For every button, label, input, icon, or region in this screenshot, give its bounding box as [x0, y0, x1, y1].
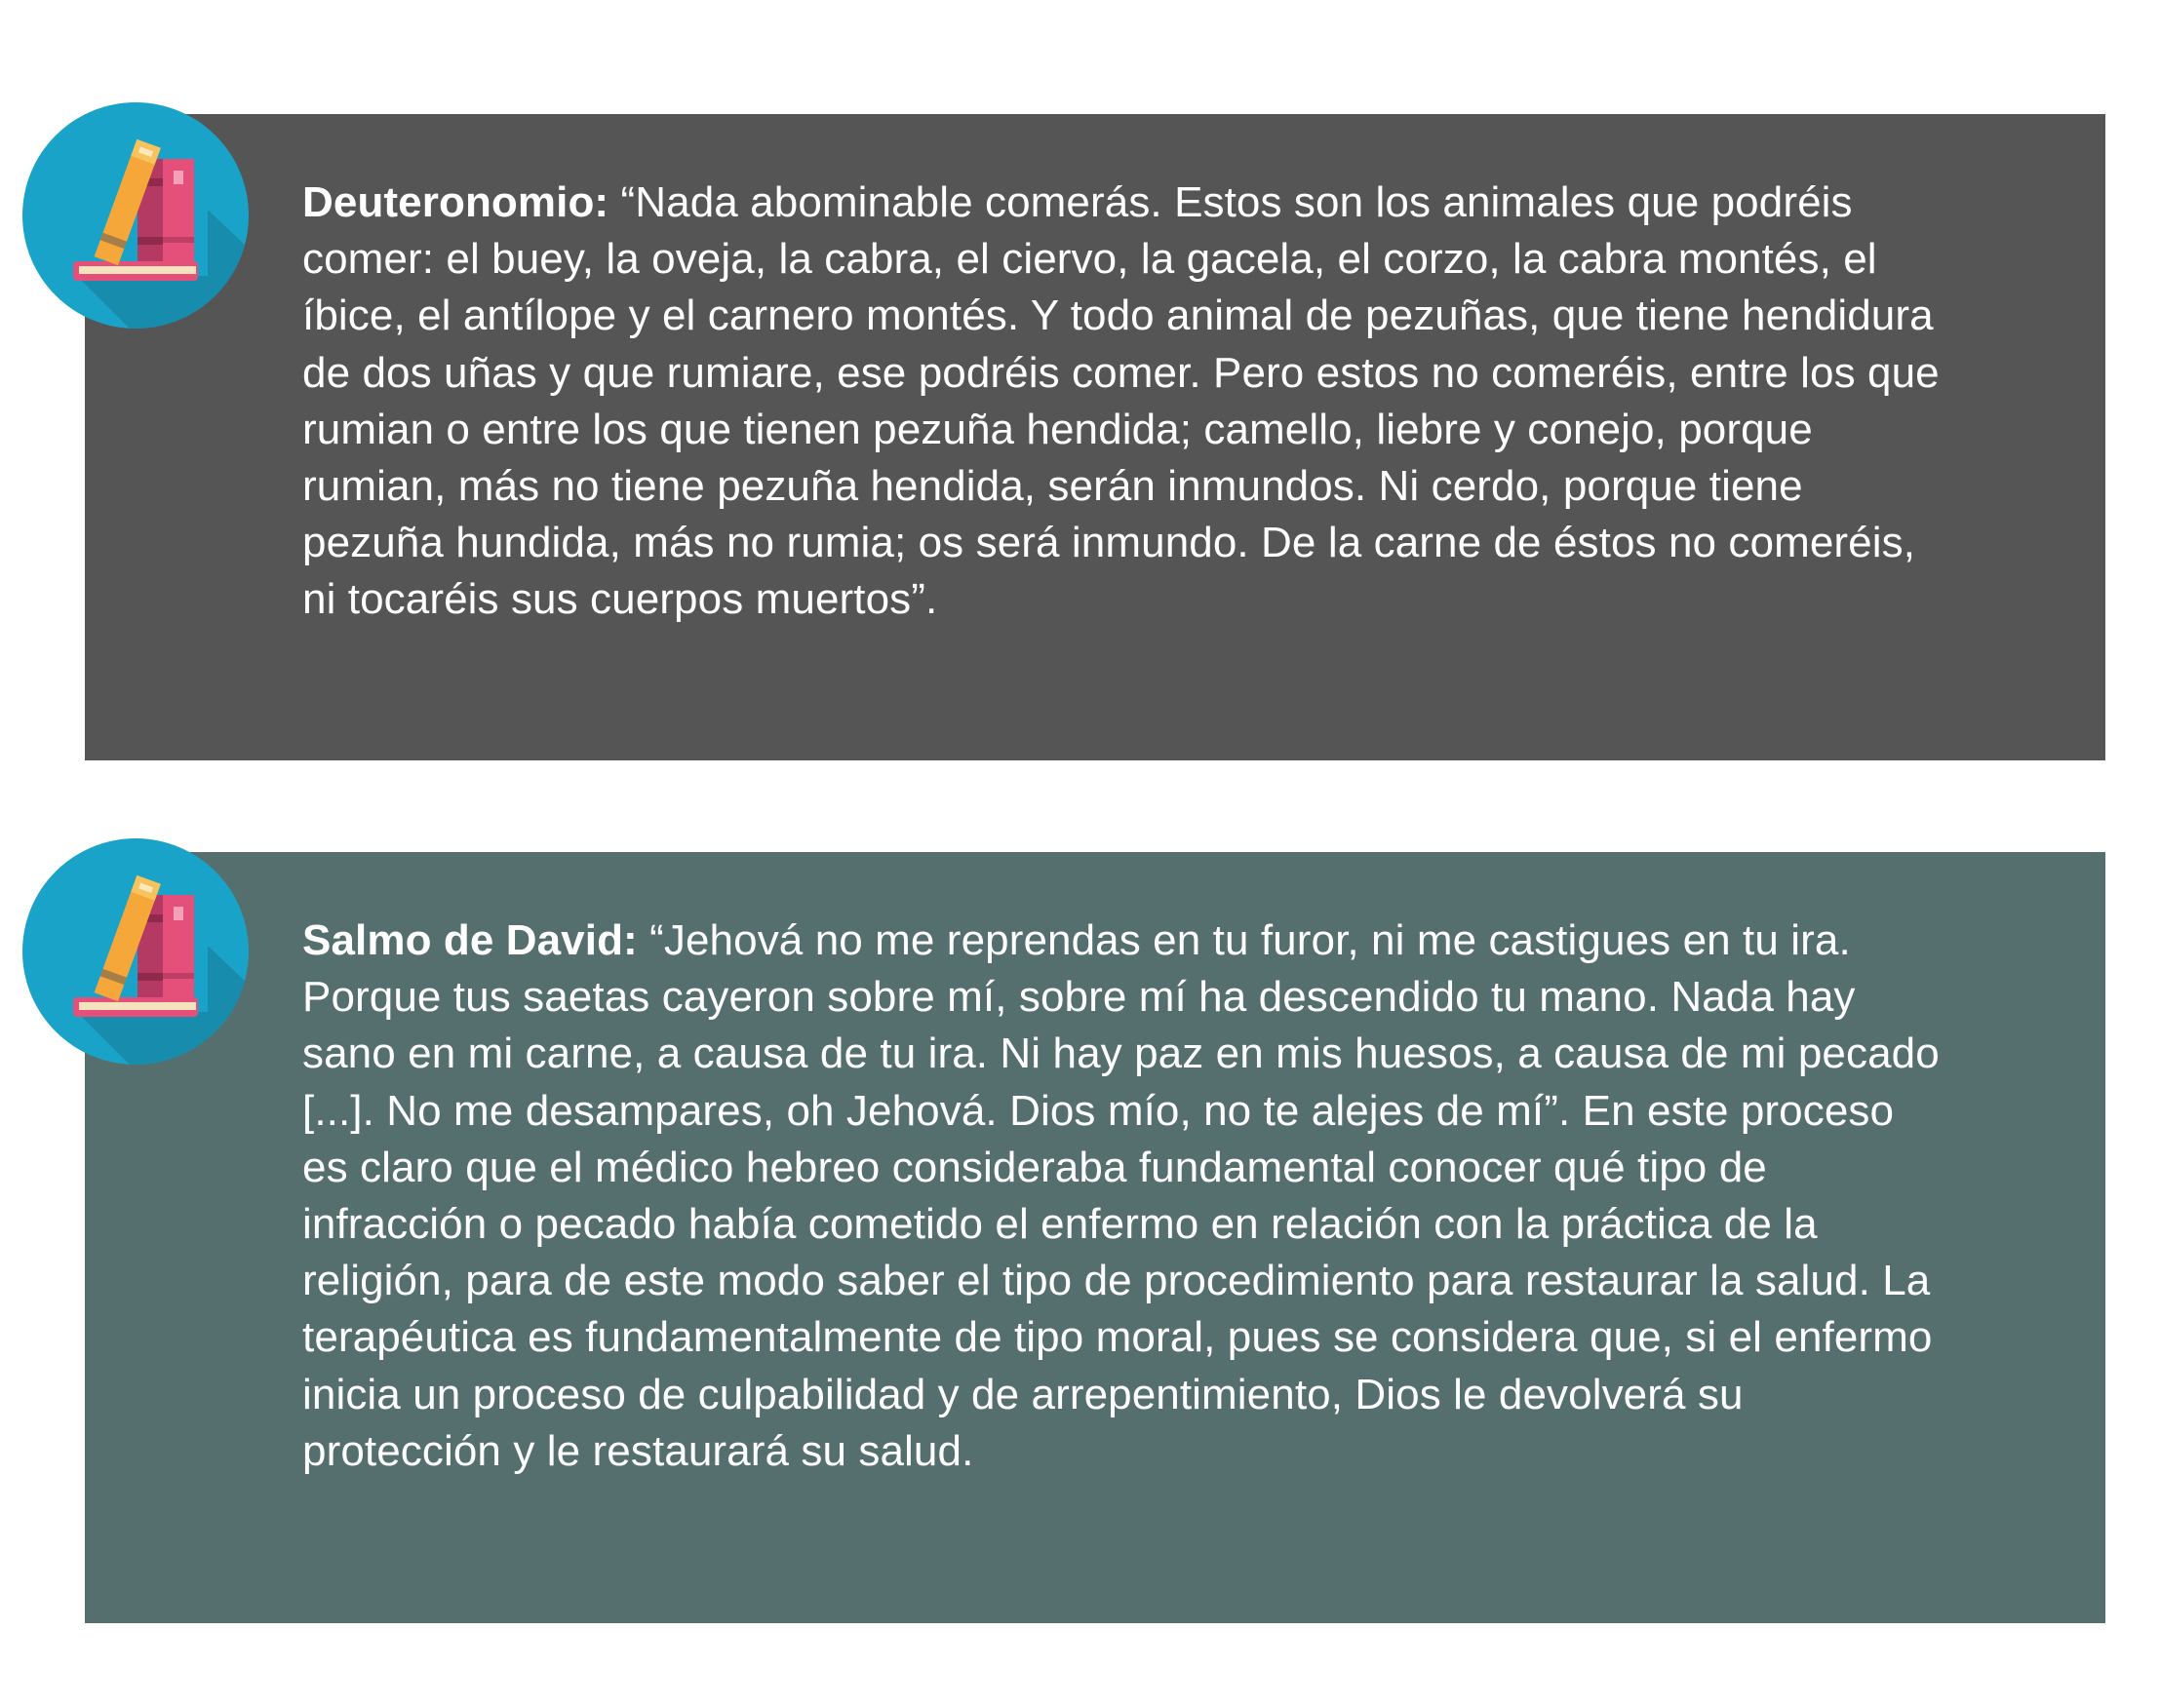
quote-body: “Nada abominable comerás. Estos son los animales que podréis comer: el buey, la oveja, la cabra, el ciervo, la gacela, el corzo, la cabra montés, el íbice, el antílope y el carnero montés. Y todo animal de pezuñas, que tiene hendidura de dos uñas y que rumiare, ese podréis comer. Pero estos no comeréis, entre los que rumian o entre los que tienen pezuña hendida; camello, liebre y conejo, porque rumian, más no tiene pezuña hendida, serán inmundos. Ni cerdo, porque tiene pezuña hundida, más no rumia; os será inmundo. De la carne de éstos no comeréis, ni tocaréis sus cuerpos muertos”. [302, 178, 1940, 624]
books-icon [22, 838, 249, 1065]
books-icon [22, 102, 249, 329]
quote-label: Salmo de David: [302, 916, 638, 964]
quote-paragraph [302, 175, 1940, 629]
quote-box-deuteronomio [85, 114, 2105, 760]
quote-label: Deuteronomio: [302, 178, 609, 226]
quote-box-salmo-de-david [85, 852, 2105, 1623]
quote-paragraph [302, 912, 1940, 1480]
quote-body: “Jehová no me reprendas en tu furor, ni me castigues en tu ira. Porque tus saetas cayeron sobre mí, sobre mí ha descendido tu mano. Nada hay sano en mi carne, a causa de tu ira. Ni hay paz en mis huesos, a causa de mi pecado [...]. No me desampares, oh Jehová. Dios mío, no te alejes de mí”. En este proceso es claro que el médico hebreo consideraba fundamental conocer qué tipo de infracción o pecado había cometido el enfermo en relación con la práctica de la religión, para de este modo saber el tipo de procedimiento para restaurar la salud. La terapéutica es fundamentalmente de tipo moral, pues se considera que, si el enfermo inicia un proceso de culpabilidad y de arrepentimiento, Dios le devolverá su protección y le restaurará su salud. [302, 916, 1940, 1475]
